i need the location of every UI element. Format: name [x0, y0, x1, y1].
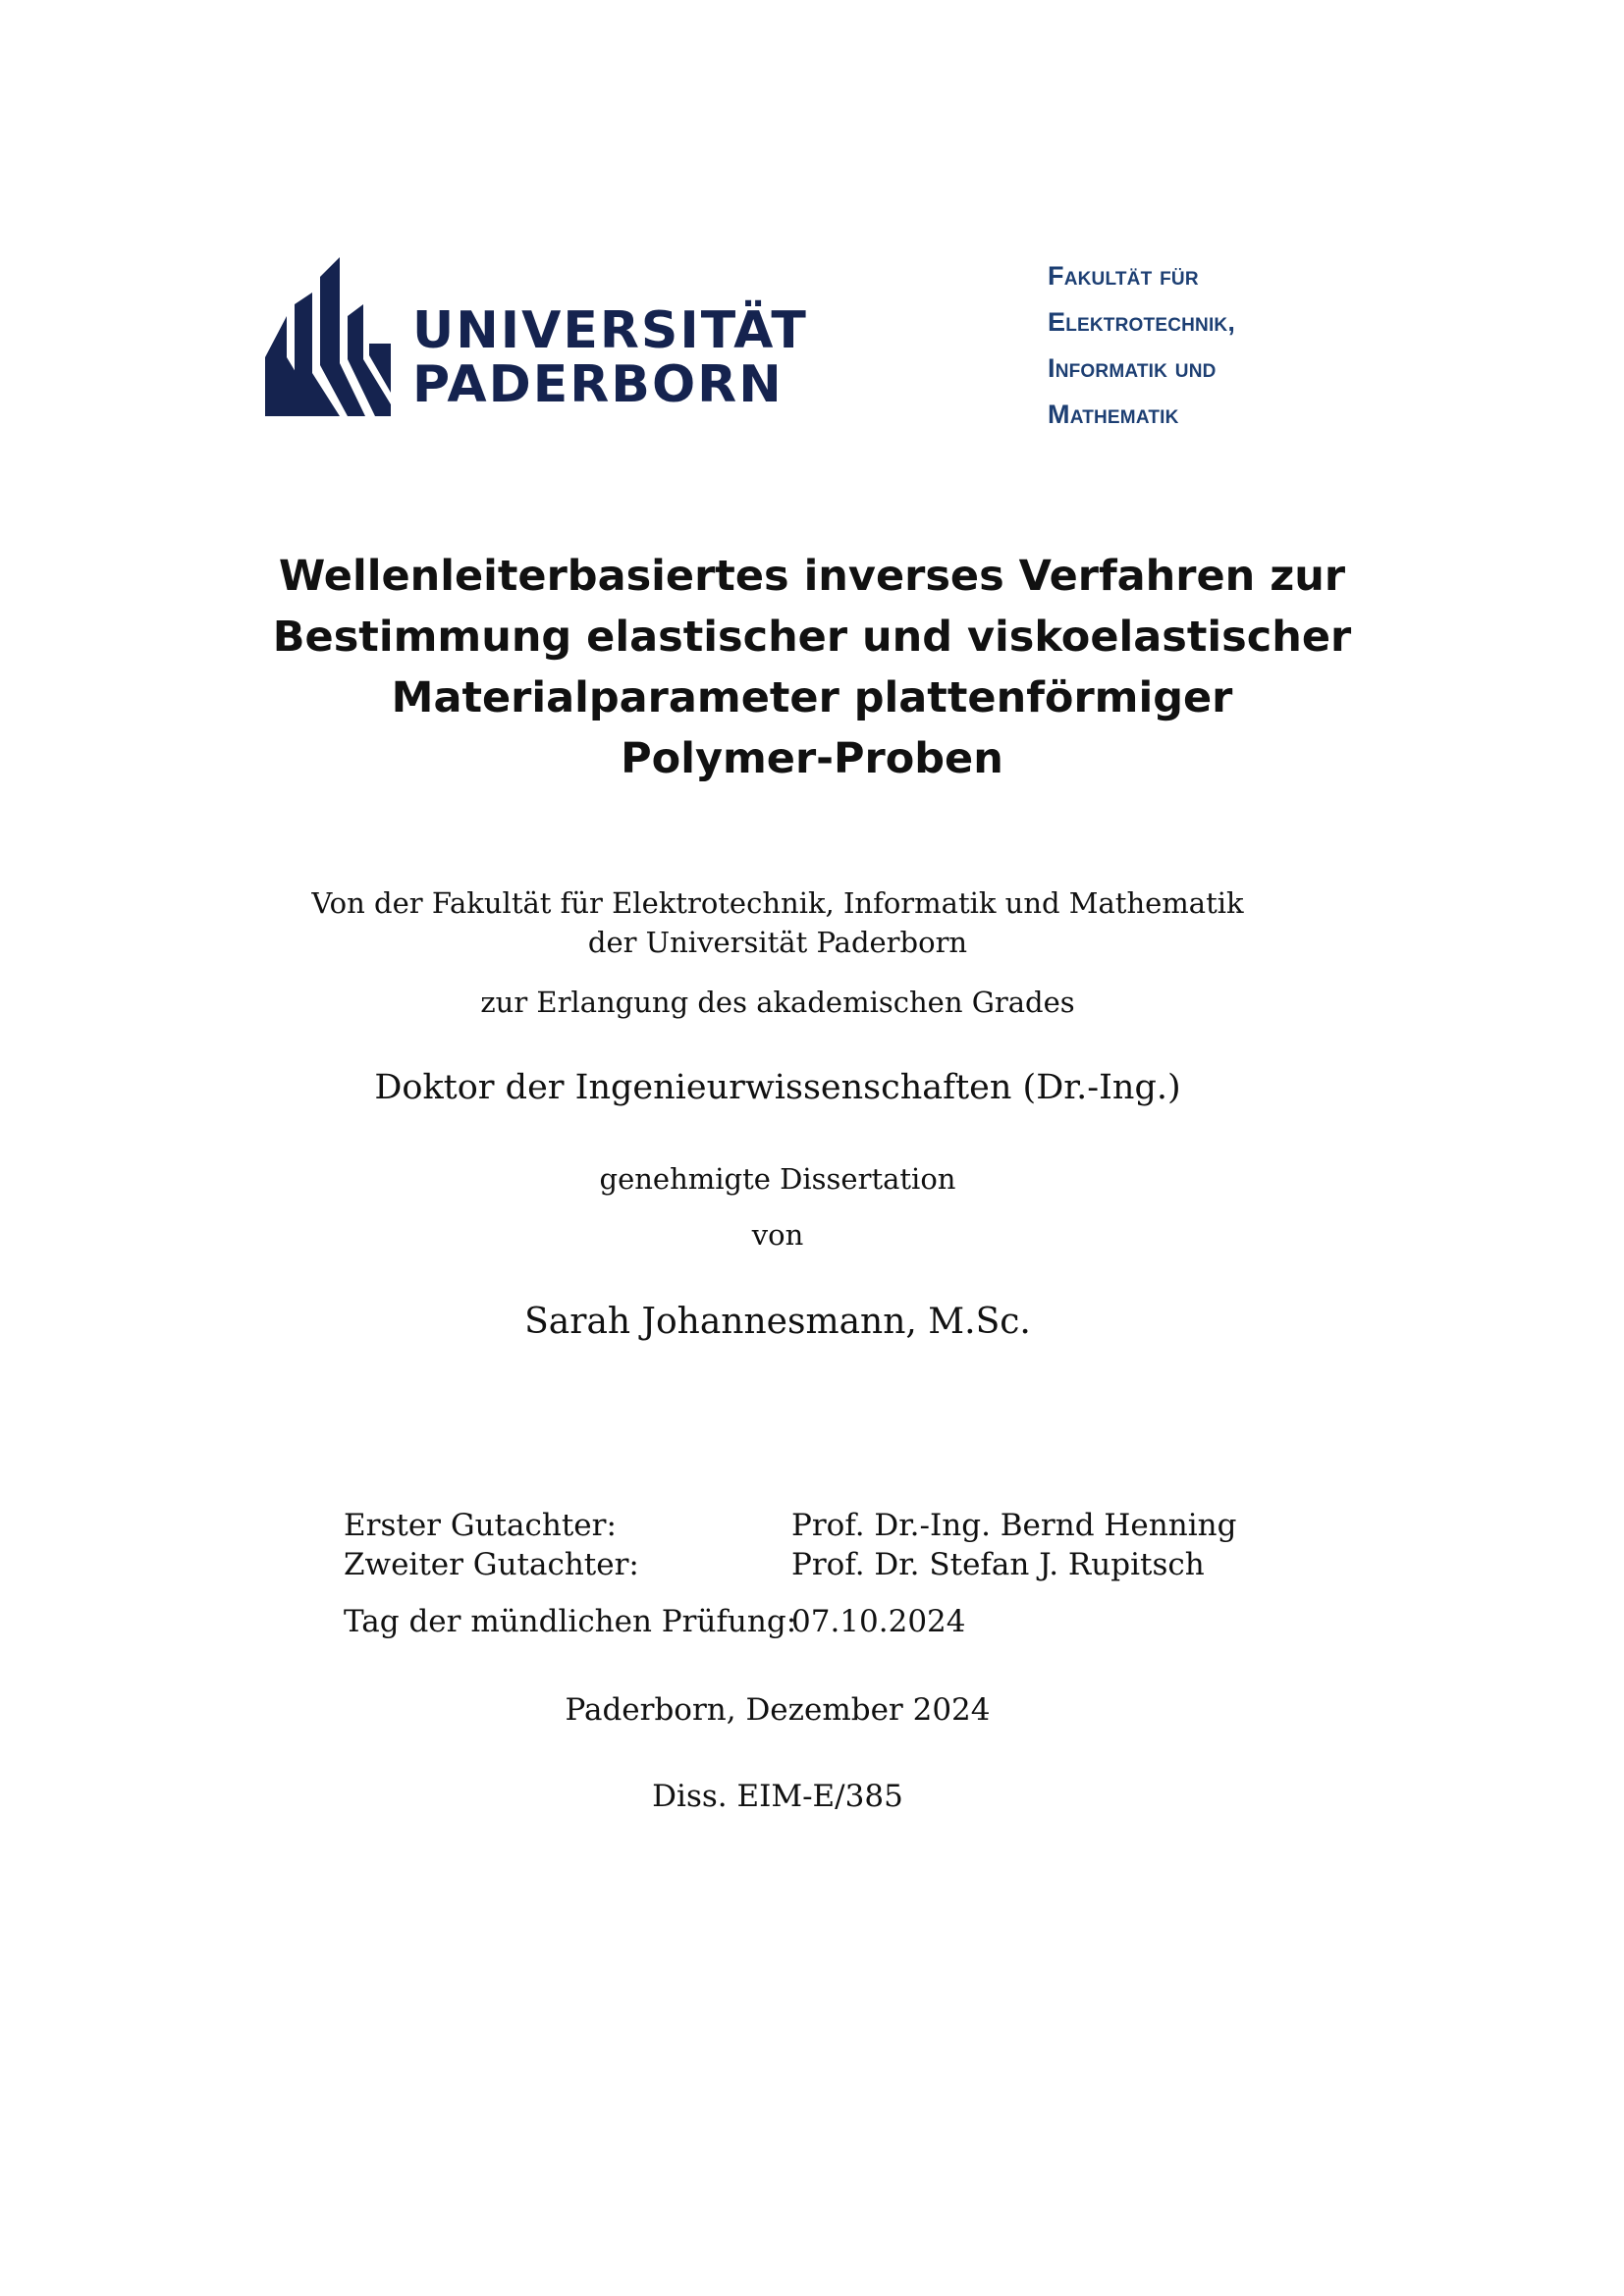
faculty-line: Informatik und [1048, 353, 1217, 383]
university-logo [265, 257, 808, 419]
by-label: von [751, 1218, 804, 1252]
reviewer-value: Prof. Dr. Stefan J. Rupitsch [791, 1547, 1205, 1582]
faculty-line: Elektrotechnik, [1048, 307, 1236, 337]
reviewer-value: Prof. Dr.-Ing. Bernd Henning [791, 1508, 1237, 1543]
reviewer-label: Erster Gutachter: [344, 1508, 617, 1543]
dissertation-title [223, 546, 1401, 789]
title-line: Wellenleiterbasiertes inverses Verfahren zur [278, 552, 1346, 601]
faculty-line: Fakultät für [1048, 261, 1199, 291]
approved-dissertation: genehmigte Dissertation [599, 1162, 956, 1196]
university-name-line2: PADERBORN [412, 355, 784, 414]
university-name [412, 301, 808, 414]
reviewer-label: Zweiter Gutachter: [344, 1547, 639, 1582]
university-name-line1: UNIVERSITÄT [412, 301, 808, 360]
place-date: Paderborn, Dezember 2024 [565, 1692, 991, 1728]
degree-purpose: zur Erlangung des akademischen Grades [480, 986, 1075, 1019]
university-emblem-icon [265, 257, 393, 419]
faculty-name [1048, 253, 1235, 438]
faculty-statement-line: Von der Fakultät für Elektrotechnik, Informatik und Mathematik [311, 886, 1244, 920]
dissertation-number: Diss. EIM-E/385 [652, 1779, 903, 1814]
faculty-statement [223, 883, 1332, 962]
faculty-statement-line: der Universität Paderborn [587, 926, 968, 959]
exam-date-label: Tag der mündlichen Prüfung: [344, 1604, 797, 1639]
faculty-line: Mathematik [1048, 400, 1179, 429]
exam-date-value: 07.10.2024 [791, 1604, 966, 1639]
title-line: Bestimmung elastischer und viskoelastischer [272, 613, 1352, 662]
title-line: Polymer-Proben [621, 734, 1003, 783]
degree-name: Doktor der Ingenieurwissenschaften (Dr.-Ing.) [374, 1068, 1181, 1107]
author-name: Sarah Johannesmann, M.Sc. [524, 1302, 1031, 1342]
title-line: Materialparameter plattenförmiger [391, 673, 1233, 722]
